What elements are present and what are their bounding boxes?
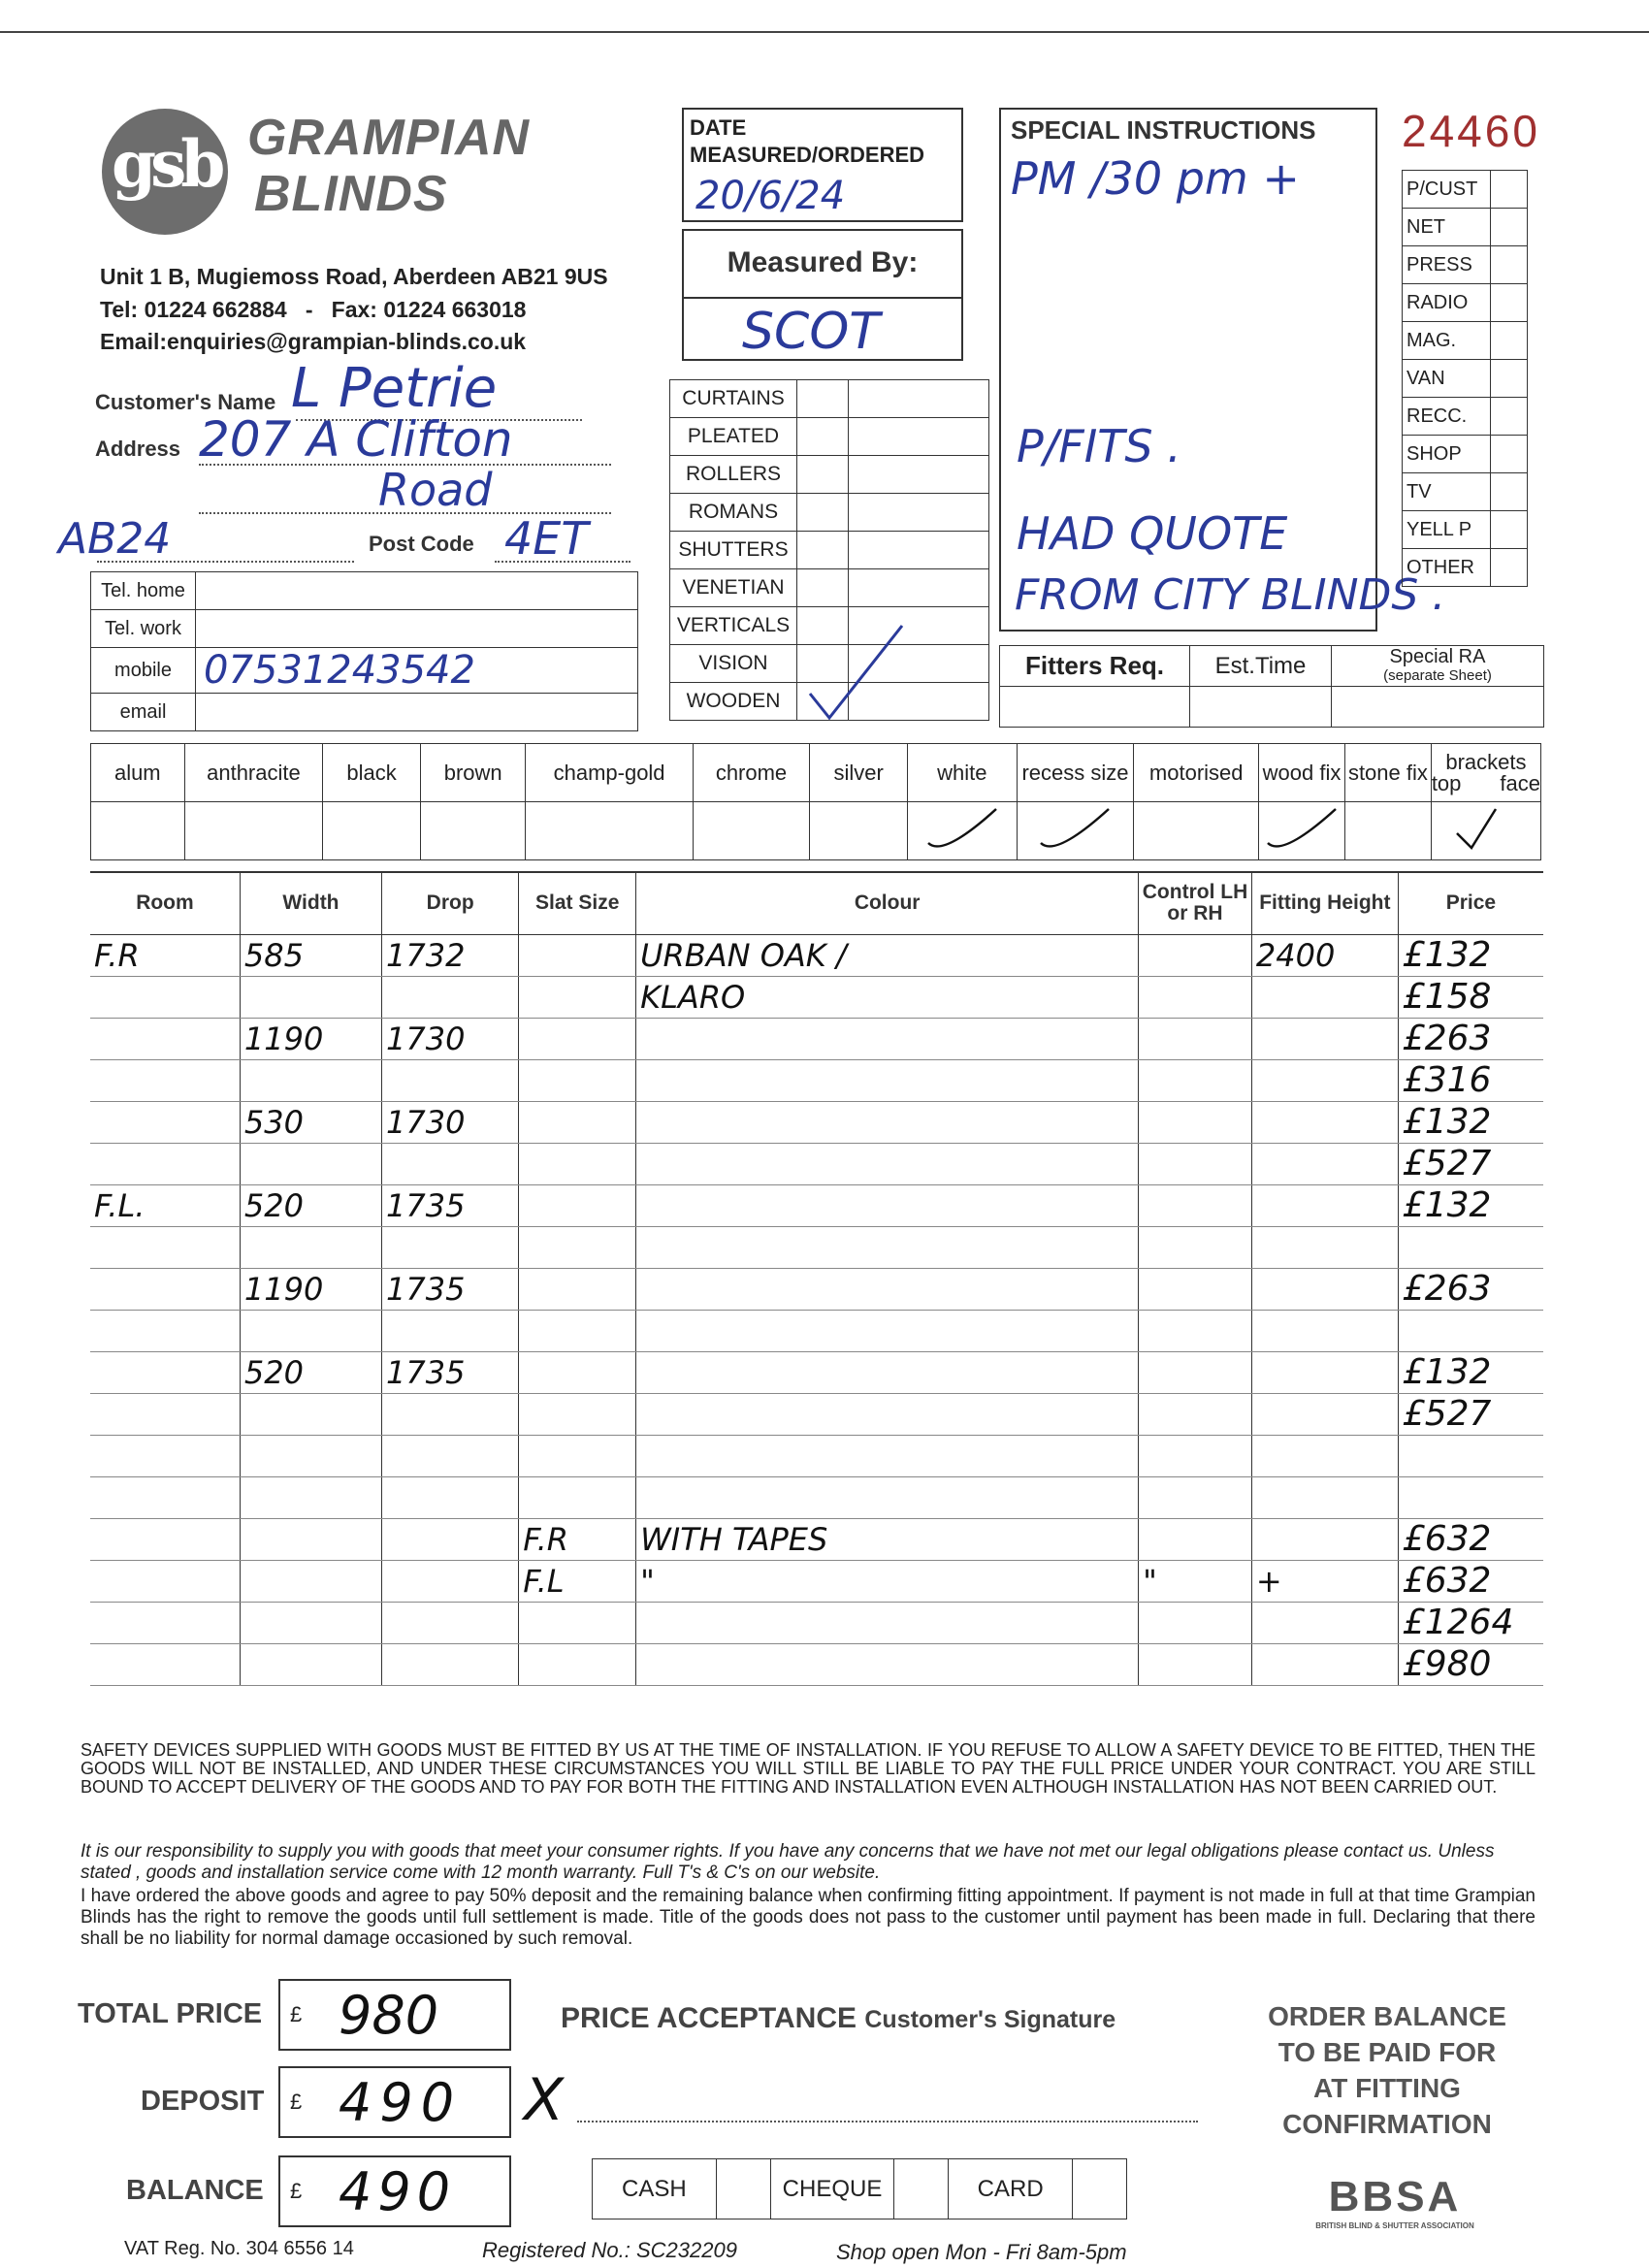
instruction-line-4: FROM CITY BLINDS . — [1015, 570, 1446, 620]
signature-mark: X — [524, 2066, 565, 2134]
company-email: Email:enquiries@grampian-blinds.co.uk — [100, 329, 527, 354]
table-row — [90, 1310, 1543, 1351]
vat-number: VAT Reg. No. 304 6556 14 — [124, 2238, 354, 2259]
blind-type-checkbox[interactable] — [797, 569, 849, 607]
company-address: Unit 1 B, Mugiemoss Road, Aberdeen AB21 9US — [100, 264, 608, 289]
cell-width[interactable]: 520 — [243, 1186, 304, 1224]
source-checkbox[interactable] — [1491, 360, 1528, 398]
date-value[interactable]: 20/6/24 — [695, 174, 846, 218]
table-row — [90, 1602, 1543, 1643]
total-currency: £ — [290, 2002, 303, 2026]
form-number: 24460 — [1402, 106, 1540, 156]
special-instructions-label: SPECIAL INSTRUCTIONS — [1011, 115, 1316, 145]
deposit-currency: £ — [290, 2090, 303, 2114]
cell-room[interactable]: F.L. — [94, 1186, 146, 1224]
source-checkbox[interactable] — [1491, 246, 1528, 284]
cell-colour[interactable]: WITH TAPES — [640, 1520, 828, 1558]
blind-type-qty[interactable] — [849, 569, 989, 607]
cell-width[interactable]: 1190 — [243, 1020, 324, 1057]
special-ra-value[interactable] — [1332, 687, 1544, 728]
blind-type-label: VERTICALS — [676, 614, 791, 636]
options-table — [90, 743, 1541, 860]
source-checkbox[interactable] — [1491, 473, 1528, 511]
source-checkbox[interactable] — [1491, 284, 1528, 322]
brackets-label: brackets — [1445, 749, 1527, 774]
cell-width[interactable]: 1190 — [243, 1270, 324, 1308]
option-checkbox[interactable] — [810, 802, 908, 860]
source-label: TV — [1406, 480, 1432, 502]
option-label: wood fix — [1262, 760, 1342, 785]
contact-label: mobile — [114, 659, 172, 681]
cell-control[interactable]: " — [1143, 1562, 1157, 1600]
cell-price[interactable]: £527 — [1402, 1394, 1492, 1434]
postcode-label: Post Code — [369, 532, 474, 556]
option-checkbox[interactable] — [1134, 802, 1259, 860]
cell-price[interactable]: £132 — [1402, 1102, 1492, 1142]
table-row — [90, 1101, 1543, 1143]
option-label: silver — [833, 760, 884, 785]
company-phone: Tel: 01224 662884 - Fax: 01224 663018 — [100, 297, 527, 322]
contact-label: email — [119, 700, 167, 723]
date-box — [682, 108, 963, 222]
option-label: stone fix — [1347, 760, 1428, 785]
contact-label: Tel. work — [105, 617, 181, 639]
shop-hours: Shop open Mon - Fri 8am-5pm — [836, 2240, 1127, 2264]
blind-type-label: ROMANS — [688, 501, 779, 523]
column-header: Width — [282, 891, 340, 915]
option-label: alum — [113, 760, 161, 785]
blind-type-checkbox[interactable] — [797, 380, 849, 418]
cell-drop[interactable]: 1730 — [386, 1103, 466, 1141]
source-label: MAG. — [1406, 329, 1457, 351]
cell-height[interactable]: 2400 — [1255, 936, 1336, 974]
source-checkbox[interactable] — [1491, 436, 1528, 473]
cell-price[interactable]: £632 — [1402, 1561, 1492, 1601]
column-header: Drop — [426, 891, 474, 915]
deposit-box — [278, 2066, 511, 2138]
table-row — [90, 976, 1543, 1018]
option-checkbox[interactable] — [1259, 802, 1345, 860]
blind-type-label: PLEATED — [687, 425, 780, 447]
order-balance-line-4: CONFIRMATION — [1282, 2109, 1492, 2139]
cell-slat[interactable]: F.R — [523, 1520, 568, 1558]
est-time-label: Est.Time — [1214, 652, 1307, 679]
cell-height[interactable]: + — [1255, 1562, 1282, 1600]
cell-price[interactable]: £132 — [1402, 935, 1492, 975]
cell-drop[interactable]: 1735 — [386, 1270, 466, 1308]
source-label: OTHER — [1406, 556, 1474, 578]
option-label: anthracite — [207, 760, 301, 785]
source-label: P/CUST — [1406, 178, 1478, 200]
payment-method-checkbox[interactable] — [1073, 2159, 1127, 2219]
deposit-value[interactable]: 490 — [339, 2072, 463, 2133]
blind-type-qty[interactable] — [849, 456, 989, 494]
source-checkbox[interactable] — [1491, 549, 1528, 587]
table-row — [90, 1059, 1543, 1101]
address-line-1[interactable]: 207 A Clifton — [199, 411, 513, 468]
source-label: RADIO — [1406, 291, 1469, 313]
table-row — [90, 1226, 1543, 1268]
brackets-checkbox[interactable] — [1431, 802, 1540, 860]
option-check-mark — [1036, 804, 1114, 853]
deposit-label: DEPOSIT — [141, 2086, 265, 2117]
source-checkbox[interactable] — [1491, 398, 1528, 436]
blind-type-label: CURTAINS — [682, 387, 785, 409]
cell-price[interactable]: £263 — [1402, 1269, 1492, 1309]
order-balance-note — [1212, 1998, 1562, 2142]
payment-method-label: CARD — [977, 2175, 1044, 2202]
blind-type-checkbox[interactable] — [797, 418, 849, 456]
payment-method-label: CHEQUE — [782, 2175, 883, 2202]
payment-method-label: CASH — [622, 2175, 687, 2202]
blind-type-qty[interactable] — [849, 494, 989, 532]
cell-price[interactable]: £132 — [1402, 1185, 1492, 1225]
postcode-value[interactable]: 4ET — [504, 512, 589, 565]
option-checkbox[interactable] — [91, 802, 185, 860]
cell-price[interactable]: £527 — [1402, 1144, 1492, 1183]
special-ra-label: Special RA — [1389, 645, 1486, 667]
cell-drop[interactable]: 1735 — [386, 1186, 466, 1224]
price-acceptance-label — [561, 2002, 1116, 2035]
table-row — [90, 1476, 1543, 1518]
cell-slat[interactable]: F.L — [523, 1562, 565, 1600]
option-label: black — [346, 760, 397, 785]
fitters-table — [999, 645, 1544, 728]
option-checkbox[interactable] — [907, 802, 1017, 860]
table-row — [90, 1018, 1543, 1059]
table-row — [90, 1435, 1543, 1476]
registered-number: Registered No.: SC232209 — [482, 2238, 737, 2262]
blind-type-qty[interactable] — [849, 418, 989, 456]
fitters-value[interactable] — [1000, 687, 1190, 728]
blind-type-checkbox[interactable] — [797, 494, 849, 532]
table-row — [90, 1518, 1543, 1560]
cell-width[interactable]: 585 — [243, 936, 304, 974]
source-label: SHOP — [1406, 442, 1462, 465]
cell-price[interactable]: £263 — [1402, 1019, 1492, 1058]
blind-type-label: ROLLERS — [685, 463, 782, 485]
blind-type-checkbox[interactable] — [797, 532, 849, 569]
option-check-mark — [1263, 804, 1341, 853]
cell-room[interactable]: F.R — [94, 936, 140, 974]
contact-table — [90, 571, 638, 731]
cell-colour[interactable]: URBAN OAK / — [640, 936, 847, 974]
measured-by-value[interactable]: SCOT — [742, 303, 881, 361]
source-checkbox[interactable] — [1491, 511, 1528, 549]
company-logo — [102, 109, 228, 235]
top-rule — [0, 31, 1649, 33]
table-row — [90, 1643, 1543, 1685]
address-label: Address — [95, 437, 181, 461]
source-checkbox[interactable] — [1491, 322, 1528, 360]
brackets-face: face — [1500, 770, 1540, 795]
payment-method-checkbox[interactable] — [894, 2159, 949, 2219]
source-label: YELL P — [1406, 518, 1472, 540]
total-value[interactable]: 980 — [339, 1985, 439, 2046]
table-row — [90, 1268, 1543, 1310]
option-label: recess size — [1021, 760, 1129, 785]
payment-method-checkbox[interactable] — [716, 2159, 770, 2219]
cell-price[interactable]: £158 — [1402, 977, 1492, 1017]
blind-type-qty[interactable] — [849, 532, 989, 569]
option-checkbox[interactable] — [526, 802, 693, 860]
option-checkbox[interactable] — [420, 802, 526, 860]
balance-box — [278, 2155, 511, 2227]
source-checkbox[interactable] — [1491, 209, 1528, 246]
instruction-line-1: PM /30 pm + — [1011, 152, 1300, 205]
customer-signature-label: Customer's Signature — [864, 2006, 1116, 2033]
brackets-check-mark — [1447, 804, 1525, 853]
table-row — [90, 934, 1543, 976]
customer-name[interactable]: L Petrie — [291, 357, 498, 420]
table-row — [90, 1393, 1543, 1435]
total-label: TOTAL PRICE — [78, 1998, 263, 2029]
option-check-mark — [923, 804, 1001, 853]
table-row — [90, 1143, 1543, 1184]
blind-type-label: VENETIAN — [682, 576, 785, 599]
order-table — [90, 871, 1543, 1686]
option-label: champ-gold — [553, 760, 665, 785]
table-row — [90, 1560, 1543, 1602]
fitters-label: Fitters Req. — [1024, 651, 1165, 680]
order-balance-line-1: ORDER BALANCE — [1268, 2001, 1506, 2031]
order-balance-line-2: TO BE PAID FOR — [1277, 2037, 1497, 2067]
blind-type-qty[interactable] — [849, 380, 989, 418]
column-header: Slat Size — [535, 891, 620, 915]
blind-type-label: SHUTTERS — [678, 538, 789, 561]
source-table — [1402, 170, 1528, 587]
option-checkbox[interactable] — [184, 802, 323, 860]
logo-letters: gsb — [112, 126, 220, 202]
bbsa-logo-text: BBSA — [1328, 2173, 1462, 2220]
payment-methods-table — [592, 2158, 1127, 2219]
option-label: brown — [443, 760, 502, 785]
option-checkbox[interactable] — [1345, 802, 1432, 860]
cell-width[interactable]: 520 — [243, 1353, 304, 1391]
source-label: NET — [1406, 215, 1445, 238]
special-ra-note: (separate Sheet) — [1383, 666, 1492, 684]
option-label: chrome — [715, 760, 788, 785]
cell-price[interactable]: £132 — [1402, 1352, 1492, 1392]
address-line-2[interactable]: Road — [378, 464, 493, 516]
measured-by-label: Measured By: — [727, 246, 919, 278]
cell-width[interactable]: 530 — [243, 1103, 304, 1141]
option-checkbox[interactable] — [1017, 802, 1134, 860]
contact-label: Tel. home — [101, 579, 185, 601]
terms-deposit: I have ordered the above goods and agree to pay 50% deposit and the remaining balance when confirming fitting appointment. If payment is not made in full at that time Grampian Blinds has the right to remove the goods until full settlement is made. Title of the goods does not pass to the customer until payment has been made in full. Declaring that there shall be no liability for normal damage occasioned by such removal. — [81, 1886, 1536, 1949]
instruction-line-3: HAD QUOTE — [1017, 507, 1288, 560]
option-checkbox[interactable] — [693, 802, 810, 860]
cell-drop[interactable]: 1730 — [386, 1020, 466, 1057]
brackets-top: top — [1431, 770, 1462, 795]
column-header: Room — [136, 891, 194, 915]
source-label: VAN — [1406, 367, 1445, 389]
column-header: Fitting Height — [1259, 891, 1391, 915]
source-label: RECC. — [1406, 405, 1468, 427]
measured-by-box — [682, 229, 963, 361]
bbsa-sub: BRITISH BLIND & SHUTTER ASSOCIATION — [1315, 2221, 1474, 2230]
cell-colour[interactable]: KLARO — [640, 978, 746, 1016]
terms-rights: It is our responsibility to supply you with goods that meet your consumer rights. If you have any concerns that we have not met our legal obligations please contact us. Unless stated , goods and installation service come with 12 month warranty. Full T's & C's on our website. — [81, 1841, 1495, 1883]
order-balance-line-3: AT FITTING — [1313, 2073, 1461, 2103]
column-header: Price — [1445, 891, 1497, 915]
balance-label: BALANCE — [126, 2175, 264, 2206]
customer-name-label: Customer's Name — [95, 390, 276, 414]
column-header: Control LH or RH — [1142, 881, 1248, 925]
price-acceptance-title: PRICE ACCEPTANCE — [561, 2002, 857, 2034]
cell-price[interactable]: £980 — [1402, 1644, 1492, 1684]
total-box — [278, 1979, 511, 2051]
blind-type-checkbox[interactable] — [797, 456, 849, 494]
signature-line[interactable] — [577, 2121, 1198, 2122]
blind-type-label: WOODEN — [686, 690, 781, 712]
cell-price[interactable]: £1264 — [1402, 1603, 1514, 1642]
table-row — [90, 1184, 1543, 1226]
balance-currency: £ — [290, 2179, 303, 2203]
blind-type-label: VISION — [698, 652, 768, 674]
cell-price[interactable]: £316 — [1402, 1060, 1492, 1100]
est-time-value[interactable] — [1190, 687, 1332, 728]
address-line-3[interactable]: AB24 — [58, 514, 172, 564]
balance-value[interactable]: 490 — [339, 2161, 457, 2222]
cell-drop[interactable]: 1735 — [386, 1353, 466, 1391]
date-label: DATE MEASURED/ORDERED — [690, 115, 925, 167]
option-label: white — [937, 760, 987, 785]
instruction-line-2: P/FITS . — [1017, 420, 1181, 472]
column-header: Colour — [854, 891, 921, 915]
source-checkbox[interactable] — [1491, 171, 1528, 209]
table-row — [90, 1351, 1543, 1393]
company-name-2: BLINDS — [254, 166, 448, 222]
source-label: PRESS — [1406, 253, 1472, 275]
wooden-check-mark — [805, 621, 912, 728]
option-label: motorised — [1148, 760, 1244, 785]
terms-safety: SAFETY DEVICES SUPPLIED WITH GOODS MUST BE FITTED BY US AT THE TIME OF INSTALLATION. IF YOU REFUSE TO ALLOW A SAFETY DEVICE TO BE FITTED, THEN THE GOODS WILL NOT BE INSTALLED, AND UNDER THESE CIRCUMSTANCES YOU WILL STILL BE LIABLE TO PAY THE FULL PRICE UNDER YOUR CONTRACT. YOU ARE STILL BOUND TO ACCEPT DELIVERY OF THE GOODS AND TO PAY FOR BOTH THE FITTING AND INSTALLATION EVEN ALTHOUGH INSTALLATION HAS NOT BEEN CARRIED OUT. — [81, 1740, 1536, 1797]
contact-value[interactable]: 07531243542 — [204, 648, 475, 693]
company-name-1: GRAMPIAN — [247, 110, 531, 166]
option-checkbox[interactable] — [323, 802, 421, 860]
cell-price[interactable]: £632 — [1402, 1519, 1492, 1559]
cell-drop[interactable]: 1732 — [386, 936, 466, 974]
cell-colour[interactable]: " — [640, 1562, 655, 1600]
bbsa-logo — [1278, 2173, 1511, 2230]
